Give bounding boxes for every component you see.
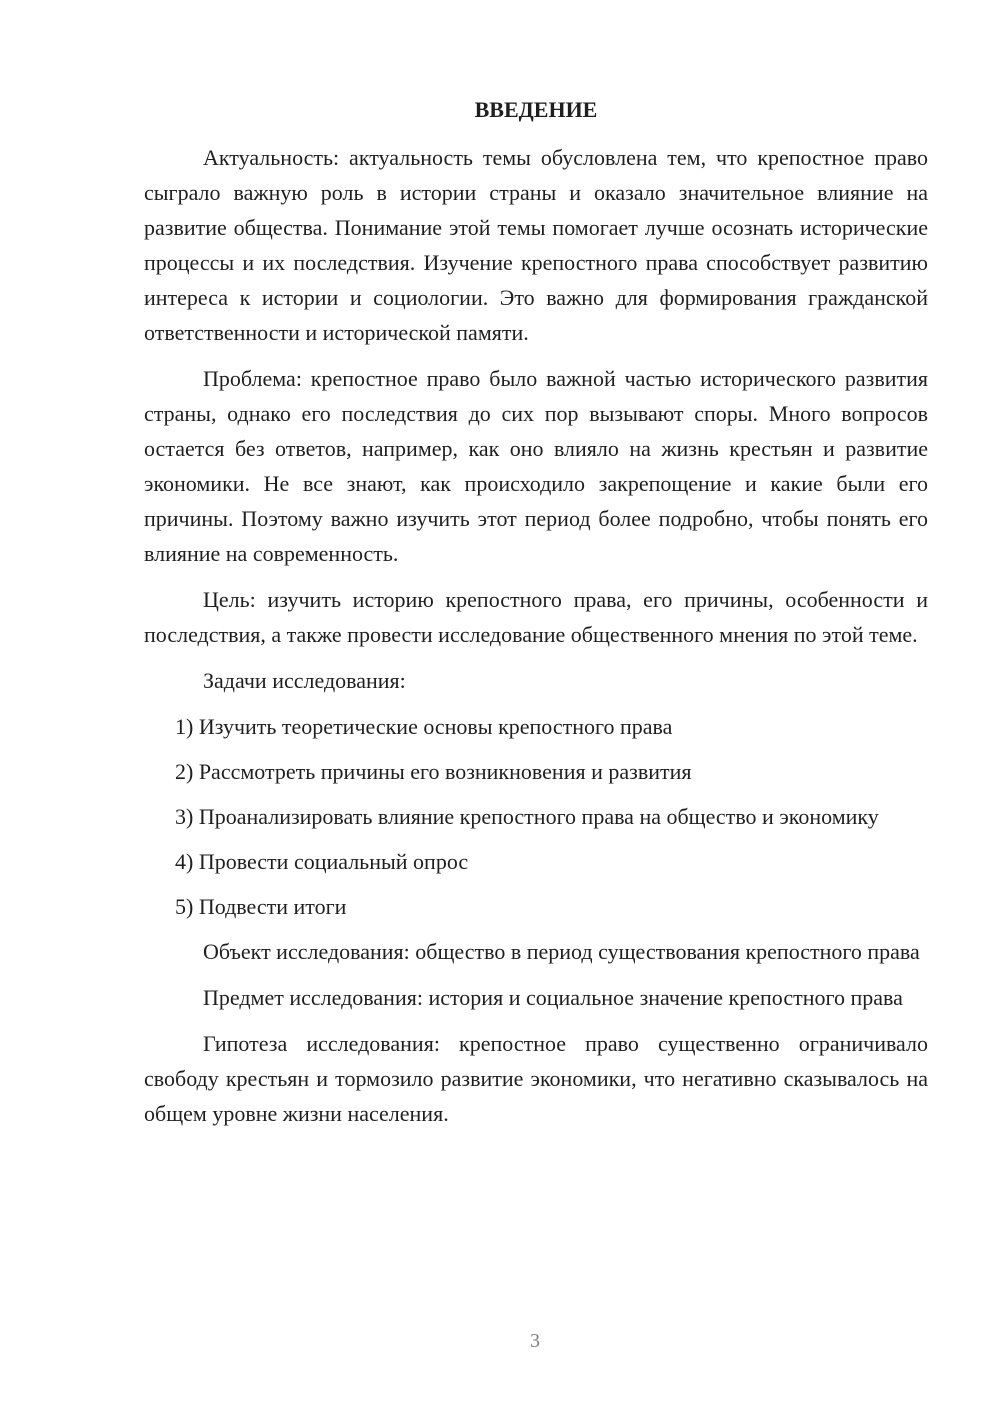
document-page: [144, 90, 928, 1142]
task-item-2: 2) Рассмотреть причины его возникновения и развития: [175, 759, 692, 784]
task-item-1: 1) Изучить теоретические основы крепостного права: [175, 714, 673, 739]
page-number: 3: [530, 1330, 540, 1352]
task-item-3: 3) Проанализировать влияние крепостного права на общество и экономику: [175, 804, 879, 829]
paragraph-goal: Цель: изучить историю крепостного права, его причины, особенности и последствия, а также провести исследование общественного мнения по этой теме.: [144, 587, 928, 647]
paragraph-hypothesis: Гипотеза исследования: крепостное право существенно ограничивало свободу крестьян и тормозило развитие экономики, что негативно сказывалось на общем уровне жизни населения.: [144, 1031, 928, 1126]
tasks-heading: Задачи исследования:: [203, 668, 406, 693]
task-item-5: 5) Подвести итоги: [175, 894, 347, 919]
page-title: ВВЕДЕНИЕ: [474, 97, 598, 122]
paragraph-relevance: Актуальность: актуальность темы обусловлена тем, что крепостное право сыграло важную роль в истории страны и оказало значительное влияние на развитие общества. Понимание этой темы помогает лучше осознать исторические процессы и их последствия. Изучение крепостного права способствует развитию интереса к истории и социологии. Это важно для формирования гражданской ответственности и исторической памяти.: [144, 145, 928, 345]
paragraph-problem: Проблема: крепостное право было важной частью исторического развития страны, однако его последствия до сих пор вызывают споры. Много вопросов остается без ответов, например, как оно влияло на жизнь крестьян и развитие экономики. Не все знают, как происходило закрепощение и какие были его причины. Поэтому важно изучить этот период более подробно, чтобы понять его влияние на современность.: [144, 366, 928, 566]
task-item-4: 4) Провести социальный опрос: [175, 849, 469, 874]
paragraph-subject: Предмет исследования: история и социальное значение крепостного права: [203, 985, 903, 1010]
paragraph-object: Объект исследования: общество в период существования крепостного права: [203, 939, 920, 964]
